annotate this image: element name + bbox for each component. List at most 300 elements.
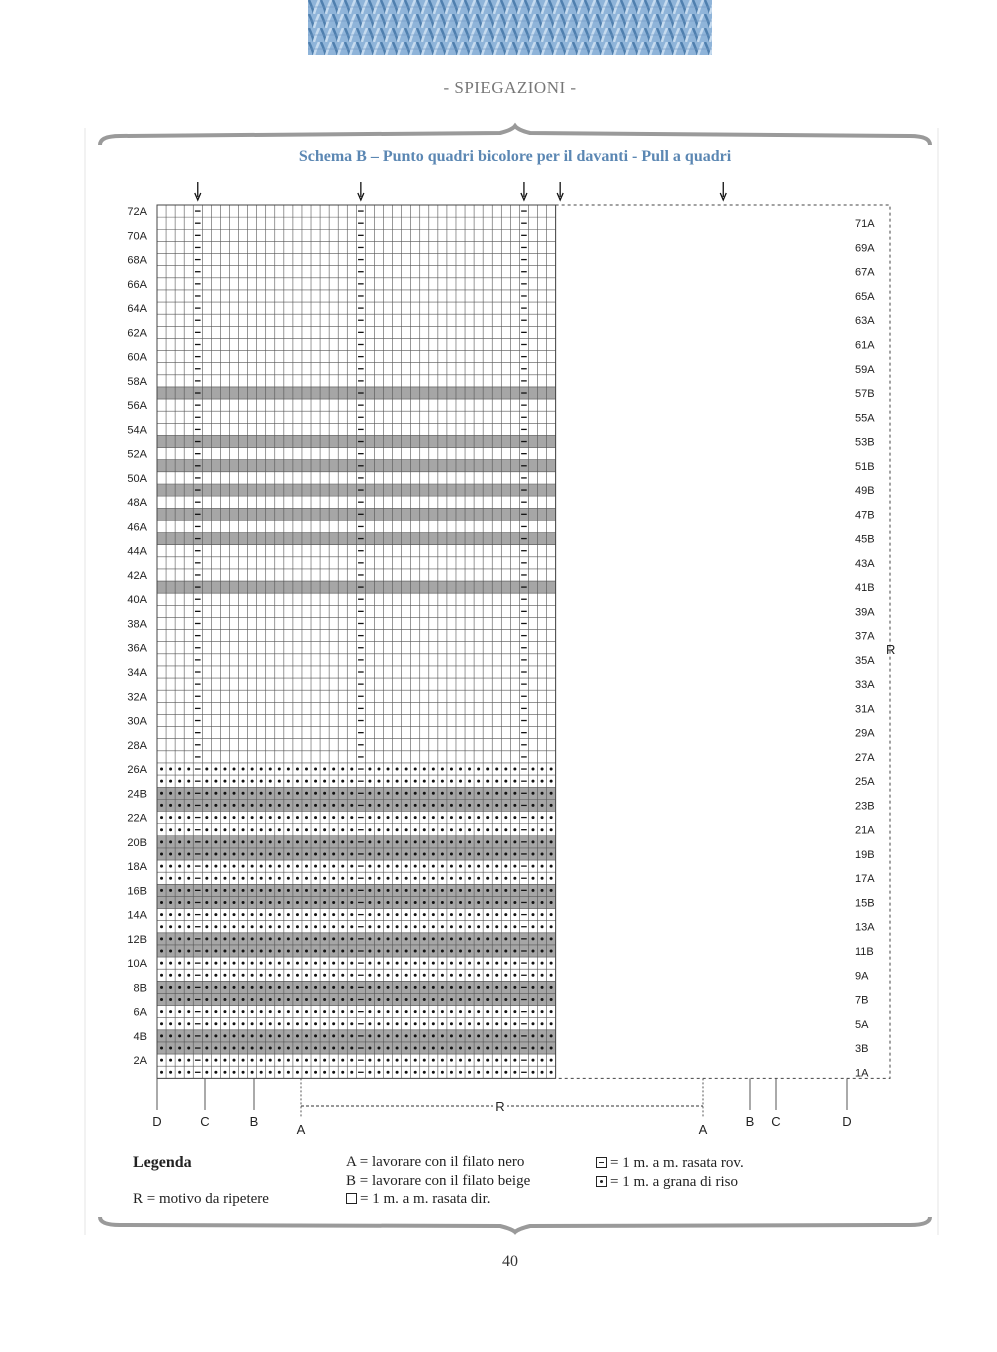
seed-stitch (187, 780, 190, 783)
seed-stitch (278, 1047, 281, 1050)
seed-stitch (550, 889, 553, 892)
seed-stitch (205, 768, 208, 771)
seed-stitch (432, 804, 435, 807)
seed-stitch (251, 780, 254, 783)
seed-stitch (251, 1047, 254, 1050)
seed-stitch (377, 792, 380, 795)
seed-stitch (350, 768, 353, 771)
seed-stitch (550, 816, 553, 819)
seed-stitch (396, 949, 399, 952)
seed-stitch (314, 949, 317, 952)
seed-stitch (368, 792, 371, 795)
seed-stitch (368, 1034, 371, 1037)
seed-stitch (278, 925, 281, 928)
row-label-left: 10A (127, 958, 147, 971)
seed-stitch (459, 998, 462, 1001)
seed-stitch (233, 937, 236, 940)
seed-stitch (242, 852, 245, 855)
seed-stitch (205, 877, 208, 880)
seed-stitch (387, 889, 390, 892)
seed-stitch (531, 1071, 534, 1074)
seed-stitch (368, 937, 371, 940)
row-label-right: 65A (855, 290, 875, 303)
seed-stitch (377, 1071, 380, 1074)
legend-color-a: A = lavorare con il filato nero (346, 1154, 525, 1170)
seed-stitch (432, 1047, 435, 1050)
seed-stitch (513, 974, 516, 977)
seed-stitch (541, 1071, 544, 1074)
seed-stitch (377, 1034, 380, 1037)
row-label-left: 8B (133, 982, 147, 995)
seed-stitch (287, 974, 290, 977)
seed-stitch (242, 986, 245, 989)
seed-stitch (350, 877, 353, 880)
seed-stitch (296, 780, 299, 783)
seed-stitch (178, 913, 181, 916)
seed-stitch (441, 865, 444, 868)
seed-stitch (223, 852, 226, 855)
seed-stitch (432, 865, 435, 868)
seed-stitch (233, 792, 236, 795)
seed-stitch (504, 937, 507, 940)
seed-stitch (468, 998, 471, 1001)
seed-stitch (341, 768, 344, 771)
seed-stitch (504, 913, 507, 916)
seed-stitch (477, 998, 480, 1001)
seed-stitch (223, 840, 226, 843)
seed-stitch (387, 877, 390, 880)
seed-stitch (450, 986, 453, 989)
seed-stitch (305, 768, 308, 771)
seed-stitch (269, 1047, 272, 1050)
seed-stitch (323, 974, 326, 977)
repeat-label-horizontal: R (495, 1099, 505, 1114)
seed-stitch (459, 1010, 462, 1013)
seed-stitch (223, 962, 226, 965)
seed-stitch (368, 913, 371, 916)
seed-stitch (541, 804, 544, 807)
seed-stitch (251, 1010, 254, 1013)
seed-stitch (214, 998, 217, 1001)
seed-stitch (178, 1071, 181, 1074)
seed-stitch (459, 949, 462, 952)
seed-stitch (541, 1034, 544, 1037)
seed-stitch (296, 1059, 299, 1062)
seed-stitch (260, 1034, 263, 1037)
seed-stitch (504, 792, 507, 795)
seed-stitch (504, 1071, 507, 1074)
seed-stitch (513, 1047, 516, 1050)
seed-stitch (332, 780, 335, 783)
seed-stitch (187, 1022, 190, 1025)
seed-stitch (477, 792, 480, 795)
row-label-right: 27A (855, 751, 875, 764)
row-label-left: 14A (127, 909, 147, 922)
legend-knit-text: = 1 m. a m. rasata dir. (360, 1191, 491, 1207)
seed-stitch (223, 1047, 226, 1050)
seed-stitch (396, 998, 399, 1001)
seed-stitch (432, 768, 435, 771)
seed-stitch (205, 974, 208, 977)
seed-stitch (432, 1010, 435, 1013)
seed-stitch (468, 1059, 471, 1062)
seed-stitch (296, 913, 299, 916)
seed-stitch (414, 804, 417, 807)
seed-stitch (414, 840, 417, 843)
seed-stitch (414, 1071, 417, 1074)
seed-stitch (341, 913, 344, 916)
seed-stitch (477, 1071, 480, 1074)
seed-stitch (377, 1047, 380, 1050)
seed-stitch (287, 986, 290, 989)
seed-stitch (450, 974, 453, 977)
seed-stitch (414, 949, 417, 952)
seed-stitch (550, 974, 553, 977)
seed-stitch (504, 804, 507, 807)
row-label-right: 69A (855, 242, 875, 255)
seed-stitch (387, 998, 390, 1001)
seed-stitch (205, 780, 208, 783)
seed-stitch (305, 804, 308, 807)
seed-stitch (323, 780, 326, 783)
seed-stitch (423, 816, 426, 819)
seed-stitch (350, 913, 353, 916)
seed-stitch (541, 998, 544, 1001)
seed-stitch (550, 937, 553, 940)
seed-stitch (459, 901, 462, 904)
seed-stitch (550, 1010, 553, 1013)
row-label-left: 44A (127, 545, 147, 558)
seed-stitch (169, 780, 172, 783)
seed-stitch (305, 828, 308, 831)
seed-stitch (160, 792, 163, 795)
seed-stitch (414, 998, 417, 1001)
seed-stitch (423, 780, 426, 783)
seed-stitch (368, 986, 371, 989)
seed-stitch (323, 962, 326, 965)
seed-stitch (368, 925, 371, 928)
seed-stitch (550, 877, 553, 880)
seed-stitch (223, 974, 226, 977)
seed-stitch (278, 816, 281, 819)
seed-stitch (504, 1059, 507, 1062)
seed-stitch (531, 804, 534, 807)
seed-stitch (477, 974, 480, 977)
seed-stitch (314, 986, 317, 989)
seed-stitch (504, 1034, 507, 1037)
seed-stitch (368, 901, 371, 904)
seed-stitch (513, 1034, 516, 1037)
seed-stitch (531, 913, 534, 916)
seed-stitch (187, 768, 190, 771)
seed-stitch (405, 913, 408, 916)
row-label-left: 18A (127, 861, 147, 874)
seed-stitch (468, 1010, 471, 1013)
seed-stitch (531, 974, 534, 977)
seed-stitch (477, 840, 480, 843)
seed-stitch (441, 949, 444, 952)
seed-stitch (341, 1034, 344, 1037)
seed-stitch (531, 792, 534, 795)
seed-stitch (350, 949, 353, 952)
seed-stitch (396, 913, 399, 916)
seed-stitch (377, 901, 380, 904)
seed-stitch (178, 949, 181, 952)
seed-stitch (350, 840, 353, 843)
seed-stitch (350, 889, 353, 892)
seed-stitch (441, 974, 444, 977)
seed-stitch (513, 877, 516, 880)
seed-stitch (332, 986, 335, 989)
seed-stitch (332, 937, 335, 940)
seed-stitch (486, 1022, 489, 1025)
seed-stitch (441, 901, 444, 904)
seed-stitch (423, 1010, 426, 1013)
seed-stitch (187, 1047, 190, 1050)
seed-stitch (531, 889, 534, 892)
seed-stitch (341, 962, 344, 965)
seed-stitch (350, 828, 353, 831)
seed-stitch (477, 1022, 480, 1025)
seed-stitch (178, 840, 181, 843)
seed-stitch (513, 986, 516, 989)
row-label-right: 29A (855, 727, 875, 740)
seed-stitch (405, 877, 408, 880)
seed-stitch (550, 1071, 553, 1074)
row-label-right: 59A (855, 363, 875, 376)
seed-stitch (541, 974, 544, 977)
seed-stitch (223, 865, 226, 868)
seed-stitch (495, 768, 498, 771)
seed-stitch (368, 949, 371, 952)
seed-stitch (214, 852, 217, 855)
seed-stitch (423, 986, 426, 989)
seed-stitch (441, 998, 444, 1001)
seed-stitch (296, 1071, 299, 1074)
seed-stitch (187, 974, 190, 977)
seed-stitch (350, 974, 353, 977)
row-label-left: 34A (127, 667, 147, 680)
legend-title: Legenda (133, 1154, 192, 1171)
seed-stitch (323, 998, 326, 1001)
seed-stitch (169, 840, 172, 843)
seed-stitch (432, 925, 435, 928)
seed-stitch (368, 998, 371, 1001)
seed-stitch (423, 913, 426, 916)
seed-stitch (214, 865, 217, 868)
seed-stitch (251, 937, 254, 940)
seed-stitch (332, 889, 335, 892)
row-label-right: 25A (855, 776, 875, 789)
seed-stitch (377, 962, 380, 965)
seed-stitch (368, 889, 371, 892)
seed-stitch (314, 877, 317, 880)
seed-stitch (269, 865, 272, 868)
seed-stitch (260, 937, 263, 940)
seed-stitch (205, 865, 208, 868)
seed-stitch (468, 840, 471, 843)
seed-stitch (414, 852, 417, 855)
seed-stitch (169, 937, 172, 940)
row-label-right: 17A (855, 873, 875, 886)
seed-stitch (314, 840, 317, 843)
seed-stitch (233, 768, 236, 771)
seed-stitch (495, 1022, 498, 1025)
seed-stitch (260, 974, 263, 977)
seed-stitch (441, 986, 444, 989)
row-label-left: 6A (133, 1006, 147, 1019)
seed-stitch (169, 962, 172, 965)
seed-stitch (178, 986, 181, 989)
seed-stitch (350, 925, 353, 928)
seed-stitch (387, 792, 390, 795)
seed-stitch (160, 962, 163, 965)
seed-stitch (251, 1022, 254, 1025)
seed-stitch (504, 974, 507, 977)
seed-stitch (169, 901, 172, 904)
seed-stitch (233, 840, 236, 843)
seed-stitch (504, 998, 507, 1001)
seed-stitch (187, 804, 190, 807)
seed-stitch (341, 925, 344, 928)
seed-stitch (504, 925, 507, 928)
row-label-left: 26A (127, 764, 147, 777)
row-label-right: 11B (855, 945, 874, 958)
seed-stitch (396, 901, 399, 904)
seed-stitch (242, 998, 245, 1001)
seed-stitch (550, 949, 553, 952)
seed-stitch (405, 974, 408, 977)
seed-stitch (169, 768, 172, 771)
seed-stitch (251, 768, 254, 771)
seed-stitch (513, 1010, 516, 1013)
seed-stitch (287, 1071, 290, 1074)
seed-stitch (341, 840, 344, 843)
seed-stitch (278, 889, 281, 892)
row-label-left: 64A (127, 303, 147, 316)
seed-stitch (414, 889, 417, 892)
seed-stitch (223, 913, 226, 916)
seed-stitch (513, 840, 516, 843)
seed-stitch (486, 937, 489, 940)
seed-stitch (278, 913, 281, 916)
seed-stitch (531, 816, 534, 819)
seed-stitch (477, 889, 480, 892)
seed-stitch (495, 1034, 498, 1037)
seed-stitch (550, 768, 553, 771)
seed-stitch (387, 865, 390, 868)
seed-stitch (169, 974, 172, 977)
seed-stitch (278, 1071, 281, 1074)
seed-stitch (387, 925, 390, 928)
seed-stitch (260, 828, 263, 831)
seed-stitch (242, 925, 245, 928)
seed-stitch (314, 804, 317, 807)
row-label-right: 15B (855, 897, 875, 910)
seed-stitch (513, 1059, 516, 1062)
seed-stitch (323, 1022, 326, 1025)
seed-stitch (269, 840, 272, 843)
seed-stitch (350, 1022, 353, 1025)
seed-stitch (450, 780, 453, 783)
row-label-right: 47B (855, 509, 875, 522)
seed-stitch (178, 1047, 181, 1050)
seed-stitch (387, 828, 390, 831)
seed-stitch (242, 962, 245, 965)
seed-stitch (477, 913, 480, 916)
seed-stitch (233, 865, 236, 868)
seed-stitch (377, 816, 380, 819)
seed-stitch (323, 768, 326, 771)
seed-stitch (305, 925, 308, 928)
seed-stitch (251, 974, 254, 977)
seed-stitch (450, 889, 453, 892)
seed-stitch (287, 889, 290, 892)
seed-stitch (486, 1071, 489, 1074)
seed-stitch (531, 840, 534, 843)
seed-stitch (233, 889, 236, 892)
seed-stitch (513, 949, 516, 952)
seed-stitch (441, 1059, 444, 1062)
seed-stitch (260, 998, 263, 1001)
seed-stitch (396, 1071, 399, 1074)
row-label-right: 67A (855, 266, 875, 279)
seed-stitch (341, 1022, 344, 1025)
seed-stitch (314, 889, 317, 892)
seed-stitch (332, 974, 335, 977)
seed-stitch (396, 780, 399, 783)
seed-stitch (368, 877, 371, 880)
seed-stitch (495, 1059, 498, 1062)
seed-stitch (341, 852, 344, 855)
seed-stitch (495, 780, 498, 783)
seed-stitch (495, 901, 498, 904)
seed-stitch (550, 925, 553, 928)
seed-stitch (396, 768, 399, 771)
seed-stitch (214, 1010, 217, 1013)
seed-stitch (531, 768, 534, 771)
seed-stitch (531, 949, 534, 952)
seed-stitch (396, 986, 399, 989)
seed-stitch (214, 1034, 217, 1037)
row-label-left: 58A (127, 375, 147, 388)
seed-stitch (260, 949, 263, 952)
seed-stitch (178, 1022, 181, 1025)
seed-stitch (242, 1010, 245, 1013)
seed-stitch (441, 780, 444, 783)
seed-stitch (396, 937, 399, 940)
seed-stitch (169, 1059, 172, 1062)
row-label-right: 1A (855, 1067, 869, 1080)
seed-stitch (178, 889, 181, 892)
seed-stitch (296, 792, 299, 795)
seed-stitch (169, 865, 172, 868)
seed-stitch (187, 901, 190, 904)
seed-stitch (459, 889, 462, 892)
seed-stitch (323, 901, 326, 904)
seed-stitch (278, 780, 281, 783)
row-label-right: 5A (855, 1018, 869, 1031)
seed-stitch (251, 1034, 254, 1037)
seed-stitch (278, 1059, 281, 1062)
marker-label: B (249, 1114, 259, 1129)
seed-stitch (160, 1059, 163, 1062)
seed-stitch (459, 1022, 462, 1025)
seed-stitch (387, 949, 390, 952)
seed-stitch (377, 768, 380, 771)
row-label-right: 9A (855, 970, 869, 983)
seed-stitch (260, 1047, 263, 1050)
